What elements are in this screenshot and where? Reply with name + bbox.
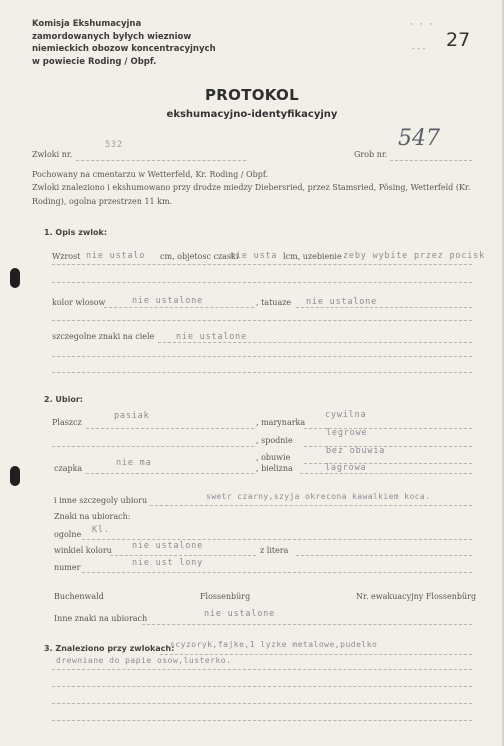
bielizna-line	[300, 473, 472, 474]
inne-znaki-line	[142, 624, 472, 625]
section3-line-3	[52, 686, 472, 687]
blank-line-1	[52, 282, 472, 283]
plaszcz-line	[86, 428, 254, 429]
uzebienie-label: lcm, uzebienie	[283, 252, 342, 261]
header-line-1: Komisja Ekshumacyjna	[32, 19, 142, 29]
zwloki-line	[76, 160, 246, 161]
winkiel-label: winkiel koloru	[54, 546, 112, 555]
header-line-2: zamordowanych byłych wiezniow	[32, 31, 192, 42]
uzebienie-value: zeby wybite przez pocisk	[343, 251, 486, 261]
evacuation-number-label: Nr. ewakuacyjny Flossenbürg	[356, 592, 477, 601]
burial-place: Pochowany na cmentarzu w Wetterfeld, Kr. Roding / Obpf.	[32, 170, 269, 179]
znaki-ubior-label: Znaki na ubiorach:	[54, 512, 131, 521]
commission-header	[32, 18, 216, 68]
bielizna-label: , bielizna	[256, 464, 293, 473]
tatuaze-line	[296, 307, 472, 308]
ogolne-line	[82, 539, 472, 540]
czaski-value: nie usta	[230, 251, 278, 261]
kolor-value: nie ustalone	[132, 296, 204, 306]
wzrost-label: Wzrost	[52, 252, 81, 261]
section3-value-1: scyzoryk,fajke,1 lyzke metalowe,pudelko	[170, 640, 378, 649]
bielizna-value: lagrowa	[325, 463, 367, 473]
kolor-label: kolor wlosow	[52, 298, 106, 307]
czapka-label: czapka	[54, 464, 83, 473]
wzrost-value: nie ustalo	[86, 251, 146, 261]
section3-line-4	[52, 703, 472, 704]
blank-line-2	[52, 320, 472, 321]
inne-znaki-label: Inne znaki na ubiorach	[54, 614, 148, 623]
inne-szczegoly-value: swetr czarny,szyja okrecona kawalkiem koca.	[206, 492, 431, 501]
numer-line	[82, 572, 472, 573]
page-number: 27	[446, 29, 471, 51]
zwloki-label: Zwloki nr.	[32, 150, 73, 159]
znaki-cialo-label: szczegolne znaki na ciele	[52, 332, 155, 341]
obuwie-value: bez obuwia	[326, 446, 386, 456]
camp-buchenwald: Buchenwald	[54, 592, 104, 601]
header-line-3: niemieckich obozow koncentracyjnych	[32, 44, 216, 54]
grob-number: 547	[398, 126, 440, 151]
camp-flossenburg: Flossenbürg	[200, 592, 251, 601]
litera-label: z litera	[260, 546, 289, 555]
document-subtitle: ekshumacyjno-identyfikacyjny	[166, 109, 338, 120]
plaszcz-label: Plaszcz	[52, 418, 82, 427]
marynarka-label: , marynarka	[256, 418, 306, 427]
section3-value-2: drewniane do papie osow,lusterko.	[56, 656, 232, 665]
header-line-4: w powiecie Roding / Obpf.	[32, 56, 157, 67]
marynarka-value: cywilna	[325, 410, 367, 420]
blank-line-3	[52, 356, 472, 357]
czapka-value: nie ma	[116, 458, 152, 468]
margin-marks: · · ·	[410, 20, 435, 30]
litera-line	[296, 555, 472, 556]
tatuaze-label: , tatuaze	[256, 298, 292, 307]
blank-line-4	[52, 372, 472, 373]
wzrost-line	[52, 264, 472, 265]
blank-line-5	[52, 446, 254, 447]
numer-value: nie ust lony	[132, 558, 204, 568]
znaki-cialo-line	[158, 342, 472, 343]
section3-line-1	[160, 654, 472, 655]
inne-znaki-value: nie ustalone	[204, 609, 276, 619]
spodnie-label: , spodnie	[256, 436, 293, 445]
section3-line-2	[52, 669, 472, 670]
section1-title: 1. Opis zwlok:	[44, 228, 108, 237]
grob-label: Grob nr.	[354, 150, 388, 159]
znaki-cialo-value: nie ustalone	[176, 332, 248, 342]
section2-title: 2. Ubior:	[44, 395, 83, 404]
czaski-label: cm, objetosc czaski	[160, 252, 239, 261]
ogolne-label: ogolne	[54, 530, 82, 539]
winkiel-value: nie ustalone	[132, 541, 204, 551]
numer-label: numer	[54, 563, 81, 572]
tatuaze-value: nie ustalone	[306, 297, 378, 307]
exhumation-distance: Roding), ogolna przestrzen 11 km.	[32, 197, 173, 206]
kolor-line	[104, 307, 254, 308]
margin-dash: - - -	[412, 44, 426, 53]
grob-line	[390, 160, 472, 161]
punch-hole-bottom	[10, 466, 20, 486]
inne-szczegoly-label: i inne szczegoly ubioru	[54, 496, 148, 505]
punch-hole-top	[10, 268, 20, 288]
obuwie-label: , obuwie	[256, 453, 291, 462]
inne-szczegoly-line	[150, 505, 472, 506]
ogolne-value: Kl.	[92, 525, 110, 535]
zwloki-number: 532	[105, 140, 123, 150]
exhumation-route: Zwloki znaleziono i ekshumowano przy drodze miedzy Diebersried, przez Stamsried, Pösing, Wetterfeld (Kr.	[32, 183, 471, 192]
section3-title: 3. Znaleziono przy zwlokach:	[44, 644, 175, 653]
plaszcz-value: pasiak	[114, 411, 150, 421]
section3-line-5	[52, 720, 472, 721]
spodnie-value: legrowe	[326, 428, 368, 438]
czapka-line	[86, 473, 254, 474]
document-title: PROTOKOL	[205, 86, 299, 104]
winkiel-line	[110, 555, 256, 556]
